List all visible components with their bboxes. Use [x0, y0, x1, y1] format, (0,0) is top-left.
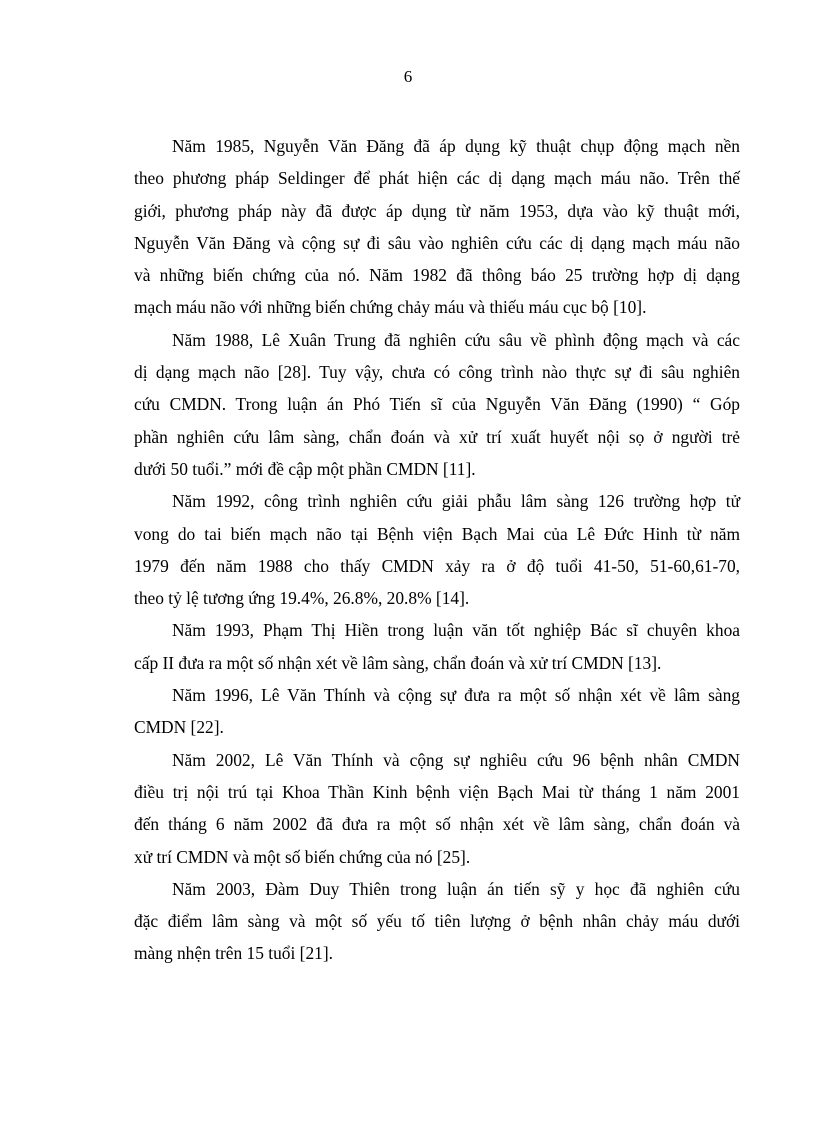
text-line: cấp II đưa ra một số nhận xét về lâm sàng, chẩn đoán và xử trí CMDN [13].: [134, 652, 662, 673]
paragraph-1: [134, 130, 740, 324]
text-line: mạch máu não với những biến chứng chảy máu và thiếu máu cục bộ [10].: [134, 297, 647, 318]
text-line: Năm 1985, Nguyễn Văn Đăng đã áp dụng kỹ thuật chụp động mạch nền: [172, 136, 740, 156]
text-line: theo phương pháp Seldinger để phát hiện các dị dạng mạch máu não. Trên thế: [134, 168, 740, 189]
text-line: màng nhện trên 15 tuổi [21].: [134, 943, 333, 964]
text-line: theo tỷ lệ tương ứng 19.4%, 26.8%, 20.8% [14].: [134, 588, 470, 609]
page-number: 6: [403, 67, 413, 86]
text-line: Năm 1993, Phạm Thị Hiền trong luận văn tốt nghiệp Bác sĩ chuyên khoa: [172, 620, 740, 641]
paragraph-3: [134, 485, 740, 614]
text-line: xử trí CMDN và một số biến chứng của nó [25].: [134, 846, 471, 867]
text-line: Năm 1988, Lê Xuân Trung đã nghiên cứu sâu về phình động mạch và các: [172, 329, 740, 350]
text-line: Năm 1992, công trình nghiên cứu giải phẫu lâm sàng 126 trường hợp tử: [172, 491, 740, 512]
text-line: Nguyễn Văn Đăng và cộng sự đi sâu vào nghiên cứu các dị dạng mạch máu não: [134, 232, 740, 253]
text-line: giới, phương pháp này đã được áp dụng từ năm 1953, dựa vào kỹ thuật mới,: [134, 200, 740, 221]
text-line: đến tháng 6 năm 2002 đã đưa ra một số nhận xét về lâm sàng, chẩn đoán và: [134, 814, 740, 835]
text-line: Năm 1996, Lê Văn Thính và cộng sự đưa ra một số nhận xét về lâm sàng: [172, 685, 740, 706]
body-text: [134, 130, 740, 970]
text-line: dị dạng mạch não [28]. Tuy vậy, chưa có công trình nào thực sự đi sâu nghiên: [134, 362, 740, 383]
text-line: CMDN [22].: [134, 717, 224, 738]
paragraph-6: [134, 744, 740, 873]
paragraph-7: [134, 873, 740, 970]
text-line: phần nghiên cứu lâm sàng, chẩn đoán và xử trí xuất huyết nội sọ ở người trẻ: [134, 426, 740, 447]
paragraph-2: [134, 324, 740, 485]
text-line: Năm 2002, Lê Văn Thính và cộng sự nghiêu cứu 96 bệnh nhân CMDN: [172, 749, 740, 770]
text-line: 1979 đến năm 1988 cho thấy CMDN xảy ra ở độ tuổi 41-50, 51-60,61-70,: [134, 555, 740, 576]
text-line: đặc điểm lâm sàng và một số yếu tố tiên lượng ở bệnh nhân chảy máu dưới: [134, 911, 740, 932]
paragraph-5: [134, 679, 740, 744]
text-line: điều trị nội trú tại Khoa Thần Kinh bệnh viện Bạch Mai từ tháng 1 năm 2001: [134, 781, 740, 802]
paragraph-4: [134, 614, 740, 679]
text-line: cứu CMDN. Trong luận án Phó Tiến sĩ của Nguyễn Văn Đăng (1990) “ Góp: [134, 394, 740, 415]
text-line: Năm 2003, Đàm Duy Thiên trong luận án tiến sỹ y học đã nghiên cứu: [172, 878, 740, 899]
text-line: vong do tai biến mạch não tại Bệnh viện Bạch Mai của Lê Đức Hinh từ năm: [134, 523, 740, 544]
text-line: và những biến chứng của nó. Năm 1982 đã thông báo 25 trường hợp dị dạng: [134, 265, 740, 286]
text-line: dưới 50 tuổi.” mới đề cập một phần CMDN [11].: [134, 458, 476, 479]
